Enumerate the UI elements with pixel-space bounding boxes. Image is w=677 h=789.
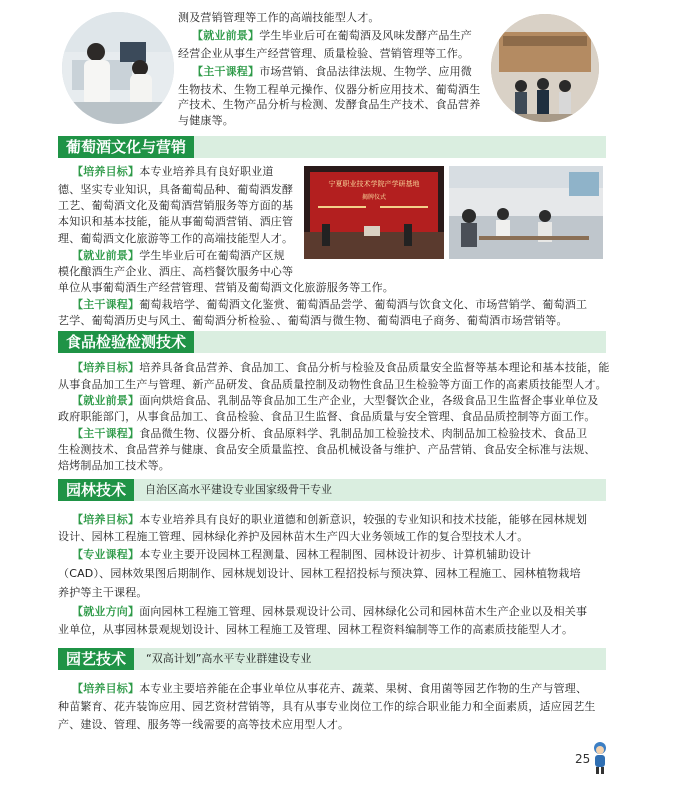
garden-courses-line-2: （CAD）、园林效果图后期制作、园林规划设计、园林工程招投标与预决算、园林工程施工、园林植物栽培: [58, 567, 581, 580]
classroom-photo-image: [449, 166, 603, 259]
ceremony-screen-subtitle: 揭牌仪式: [361, 194, 387, 201]
mascot-icon: [592, 741, 608, 775]
wine-goal-line-3: 工艺、葡萄酒文化及葡萄酒营销服务等方面的基: [58, 199, 294, 212]
top-employment-line-2: 经营企业从事生产经营管理、质量检验、营销管理等工作。: [178, 47, 470, 60]
food-courses-line-1: 【主干课程】食品微生物、仪器分析、食品原料学、乳制品加工检验技术、肉制品加工检验技术、食品卫: [72, 427, 588, 440]
horti-section-subtitle: “双高计划”高水平专业群建设专业: [146, 652, 312, 665]
wine-courses-line-2: 艺学、葡萄酒历史与风土、葡萄酒分析检验、、葡萄酒与微生物、葡萄酒电子商务、葡萄酒市场营销等。: [58, 314, 568, 327]
food-employ-line-2: 政府职能部门，从事食品加工、食品检验、食品卫生监督、食品质量与安全管理、食品品质控制等方面工作。: [58, 410, 596, 423]
garden-section-subtitle: 自治区高水平建设专业国家级骨干专业: [145, 483, 332, 496]
top-courses-line-2: 生物技术、生物工程单元操作、仪器分析应用技术、葡萄酒生: [178, 83, 481, 96]
exhibition-photo-image: [491, 14, 599, 122]
garden-direction-line-2: 业单位，从事园林景观规划设计、园林工程施工及管理、园林工程资料编制等工作的高素质技能型人才。: [58, 623, 574, 636]
page-number: 25: [575, 752, 591, 766]
wine-goal-line-4: 本知识和基本技能，能从事葡萄酒营销、酒庄管: [58, 215, 294, 228]
ceremony-photo: [304, 166, 444, 259]
mascot-figure: [592, 741, 608, 775]
garden-goal-line-2: 设计、园林工程施工管理、园林绿化养护及园林苗木生产四大业务领域工作的复合型技术人才。: [58, 530, 529, 543]
food-courses-line-2: 生检测技术、食品营养与健康、食品安全质量监控、食品机械设备与维护、产品营销、食品安全标准与法规、: [58, 443, 596, 456]
horti-goal-line-3: 产、建设、管理、服务等一线需要的高等技术应用型人才。: [58, 718, 350, 731]
horti-goal-line-1: 【培养目标】本专业主要培养能在企事业单位从事花卉、蔬菜、果树、食用菌等园艺作物的生产与管理、: [72, 682, 588, 695]
wine-employ-line-1: 【就业前景】学生毕业后可在葡萄酒产区规: [72, 249, 285, 262]
wine-goal-line-2: 德、坚实专业知识，具备葡萄品种、葡萄酒发酵: [58, 183, 294, 196]
horti-section-title: 园艺技术: [58, 648, 134, 670]
garden-header-bar: [58, 479, 606, 501]
garden-courses-line-3: 养护等主干课程。: [58, 586, 148, 599]
exhibition-photo: [491, 14, 599, 122]
food-section-title: 食品检验检测技术: [58, 331, 194, 353]
horti-header-bar: [58, 648, 606, 670]
garden-direction-line-1: 【就业方向】面向园林工程施工管理、园林景观设计公司、园林绿化公司和园林苗木生产企业以及相关事: [72, 605, 588, 618]
wine-courses-line-1: 【主干课程】葡萄栽培学、葡萄酒文化鉴赏、葡萄酒品尝学、葡萄酒与饮食文化、市场营销学、葡萄酒工: [72, 298, 588, 311]
classroom-photo: [449, 166, 603, 259]
wine-goal-line-1: 【培养目标】本专业培养具有良好职业道: [72, 165, 274, 178]
top-line-0: 测及营销管理等工作的高端技能型人才。: [178, 11, 380, 24]
top-courses-line-3: 产技术、生物产品分析与检测、发酵食品生产技术、食品营养: [178, 98, 481, 111]
food-employ-line-1: 【就业前景】面向烘焙食品、乳制品等食品加工生产企业，大型餐饮企业，各级食品卫生监督企事业单位及: [72, 394, 599, 407]
wine-employ-line-2: 模化酿酒生产企业、酒庄、高档餐饮服务中心等: [58, 265, 294, 278]
horti-goal-line-2: 种苗繁育、花卉装饰应用、园艺资材营销等，具有从事专业岗位工作的综合职业能力和全面素质，适应园艺生: [58, 700, 596, 713]
food-courses-line-3: 焙烤制品加工技术等。: [58, 459, 170, 472]
ceremony-photo-image: [304, 166, 444, 259]
wine-goal-line-5: 理、葡萄酒文化旅游等工作的高端技能型人才。: [58, 232, 294, 245]
top-employment-line-1: 【就业前景】学生毕业后可在葡萄酒及风味发酵产品生产: [192, 29, 473, 42]
lab-photo-image: [62, 12, 174, 124]
garden-courses-line-1: 【专业课程】本专业主要开设园林工程测量、园林工程制图、园林设计初步、计算机辅助设计: [72, 548, 532, 561]
ceremony-screen-title: 宁夏职业技术学院产学研基地: [328, 180, 420, 188]
food-goal-line-2: 从事食品加工生产与管理、新产品研发、食品质量控制及动物性食品卫生检验等方面工作的高素质技能型人才。: [58, 378, 607, 391]
lab-photo: [62, 12, 174, 124]
wine-section-title: 葡萄酒文化与营销: [58, 136, 194, 158]
wine-employ-line-3: 单位从事葡萄酒生产经营管理、营销及葡萄酒文化旅游服务等工作。: [58, 281, 394, 294]
garden-goal-line-1: 【培养目标】本专业培养具有良好的职业道德和创新意识，较强的专业知识和技术技能，能够在园林规划: [72, 513, 588, 526]
food-goal-line-1: 【培养目标】培养具备食品营养、食品加工、食品分析与检验及食品质量安全监督等基本理论和基本技能，能: [72, 361, 610, 374]
top-courses-line-4: 与健康等。: [178, 114, 234, 127]
garden-section-title: 园林技术: [58, 479, 134, 501]
top-courses-line-1: 【主干课程】市场营销、食品法律法规、生物学、应用微: [192, 65, 473, 78]
